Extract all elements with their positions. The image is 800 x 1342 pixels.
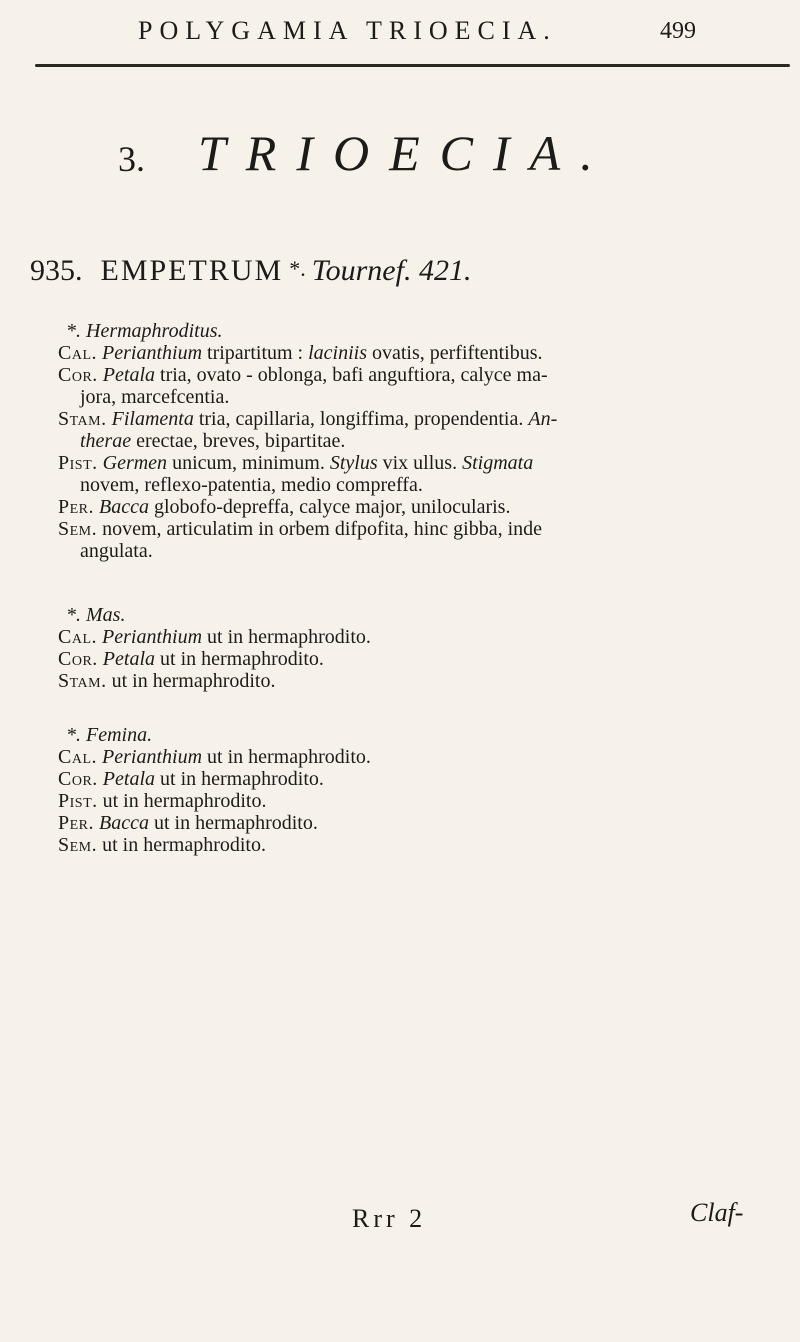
organ-label: Cal. [58, 746, 98, 768]
organ-label: Per. [58, 812, 95, 834]
hermaphroditus-line [58, 342, 798, 364]
description-text: ut in hermaphrodito. [149, 812, 318, 834]
signature-mark: Rrr 2 [352, 1204, 427, 1233]
term: Perianthium [102, 342, 203, 364]
description-text: angulata. [80, 540, 153, 562]
running-head [0, 10, 800, 50]
hermaphroditus-line [58, 474, 798, 496]
term: Stigmata [462, 452, 534, 474]
mas-description [58, 604, 798, 692]
description-text: tria, capillaria, longiffima, propendentia. [193, 408, 529, 430]
organ-label: Pist. [58, 452, 98, 474]
organ-label: Cor. [58, 364, 98, 386]
organ-label: Stam. [58, 670, 107, 692]
description-text: globofo-depreffa, calyce major, unilocularis. [149, 496, 511, 518]
description-text: tria, ovato - oblonga, bafi anguftiora, calyce ma- [155, 364, 548, 386]
description-text: ut in hermaphrodito. [202, 626, 371, 648]
organ-label: Cor. [58, 648, 98, 670]
hermaphroditus-line [58, 540, 798, 562]
description-text: jora, marcefcentia. [80, 386, 230, 408]
term: Bacca [99, 812, 149, 834]
organ-label: Cal. [58, 342, 98, 364]
description-text: ut in hermaphrodito. [155, 648, 324, 670]
hermaphroditus-line [58, 386, 798, 408]
genus-star: *. [289, 256, 306, 281]
description-text: vix ullus. [377, 452, 463, 474]
mas-line [58, 670, 798, 692]
femina-line [58, 790, 798, 812]
term: Petala [102, 768, 156, 790]
description-text: novem, reflexo-patentia, medio compreffa. [80, 474, 423, 496]
genus-heading [30, 254, 790, 300]
description-text: ut in hermaphrodito. [102, 834, 266, 856]
term: An- [528, 408, 558, 430]
genus-reference: Tournef. 421. [311, 254, 472, 287]
femina-line [58, 812, 798, 834]
term: Perianthium [102, 746, 203, 768]
hermaphroditus-line [58, 452, 798, 474]
hermaphroditus-description [58, 320, 798, 562]
term: Perianthium [102, 626, 203, 648]
organ-label: Stam. [58, 408, 107, 430]
running-title: POLYGAMIA TRIOECIA. [138, 16, 557, 45]
hermaphroditus-heading: *. Hermaphroditus. [66, 320, 223, 342]
header-rule [35, 64, 790, 67]
description-text: ut in hermaphrodito. [102, 790, 267, 812]
hermaphroditus-line [58, 430, 798, 452]
organ-label: Cor. [58, 768, 98, 790]
term: Stylus [329, 452, 378, 474]
hermaphroditus-line [58, 408, 798, 430]
femina-description [58, 724, 798, 856]
femina-line [58, 768, 798, 790]
mas-line [58, 626, 798, 648]
femina-line [58, 834, 798, 856]
term: laciniis [308, 342, 367, 364]
term: Germen [102, 452, 168, 474]
femina-heading: *. Femina. [66, 724, 153, 746]
description-text: unicum, minimum. [167, 452, 330, 474]
organ-label: Per. [58, 496, 95, 518]
description-text: tripartitum : [202, 342, 309, 364]
organ-label: Sem. [58, 518, 98, 540]
description-text: ovatis, perfiftentibus. [367, 342, 543, 364]
description-text: erectae, breves, bipartitae. [131, 430, 346, 452]
description-text: ut in hermaphrodito. [155, 768, 324, 790]
page-number: 499 [660, 18, 696, 44]
femina-line [58, 746, 798, 768]
section-title: TRIOECIA. [198, 125, 613, 181]
catchword: Claf- [690, 1198, 744, 1227]
term: Filamenta [111, 408, 194, 430]
term: therae [80, 430, 132, 452]
description-text: ut in hermaphrodito. [111, 670, 276, 692]
organ-label: Sem. [58, 834, 98, 856]
hermaphroditus-line [58, 518, 798, 540]
mas-heading: *. Mas. [66, 604, 126, 626]
term: Petala [102, 364, 156, 386]
organ-label: Cal. [58, 626, 98, 648]
section-number: 3. [118, 139, 145, 179]
term: Bacca [99, 496, 149, 518]
description-text: ut in hermaphrodito. [202, 746, 371, 768]
hermaphroditus-line [58, 496, 798, 518]
hermaphroditus-line [58, 364, 798, 386]
section-heading [118, 124, 678, 184]
genus-name: EMPETRUM [100, 254, 284, 287]
organ-label: Pist. [58, 790, 98, 812]
description-text: novem, articulatim in orbem difpofita, hinc gibba, inde [102, 518, 543, 540]
term: Petala [102, 648, 156, 670]
genus-number: 935. [30, 254, 83, 287]
mas-line [58, 648, 798, 670]
